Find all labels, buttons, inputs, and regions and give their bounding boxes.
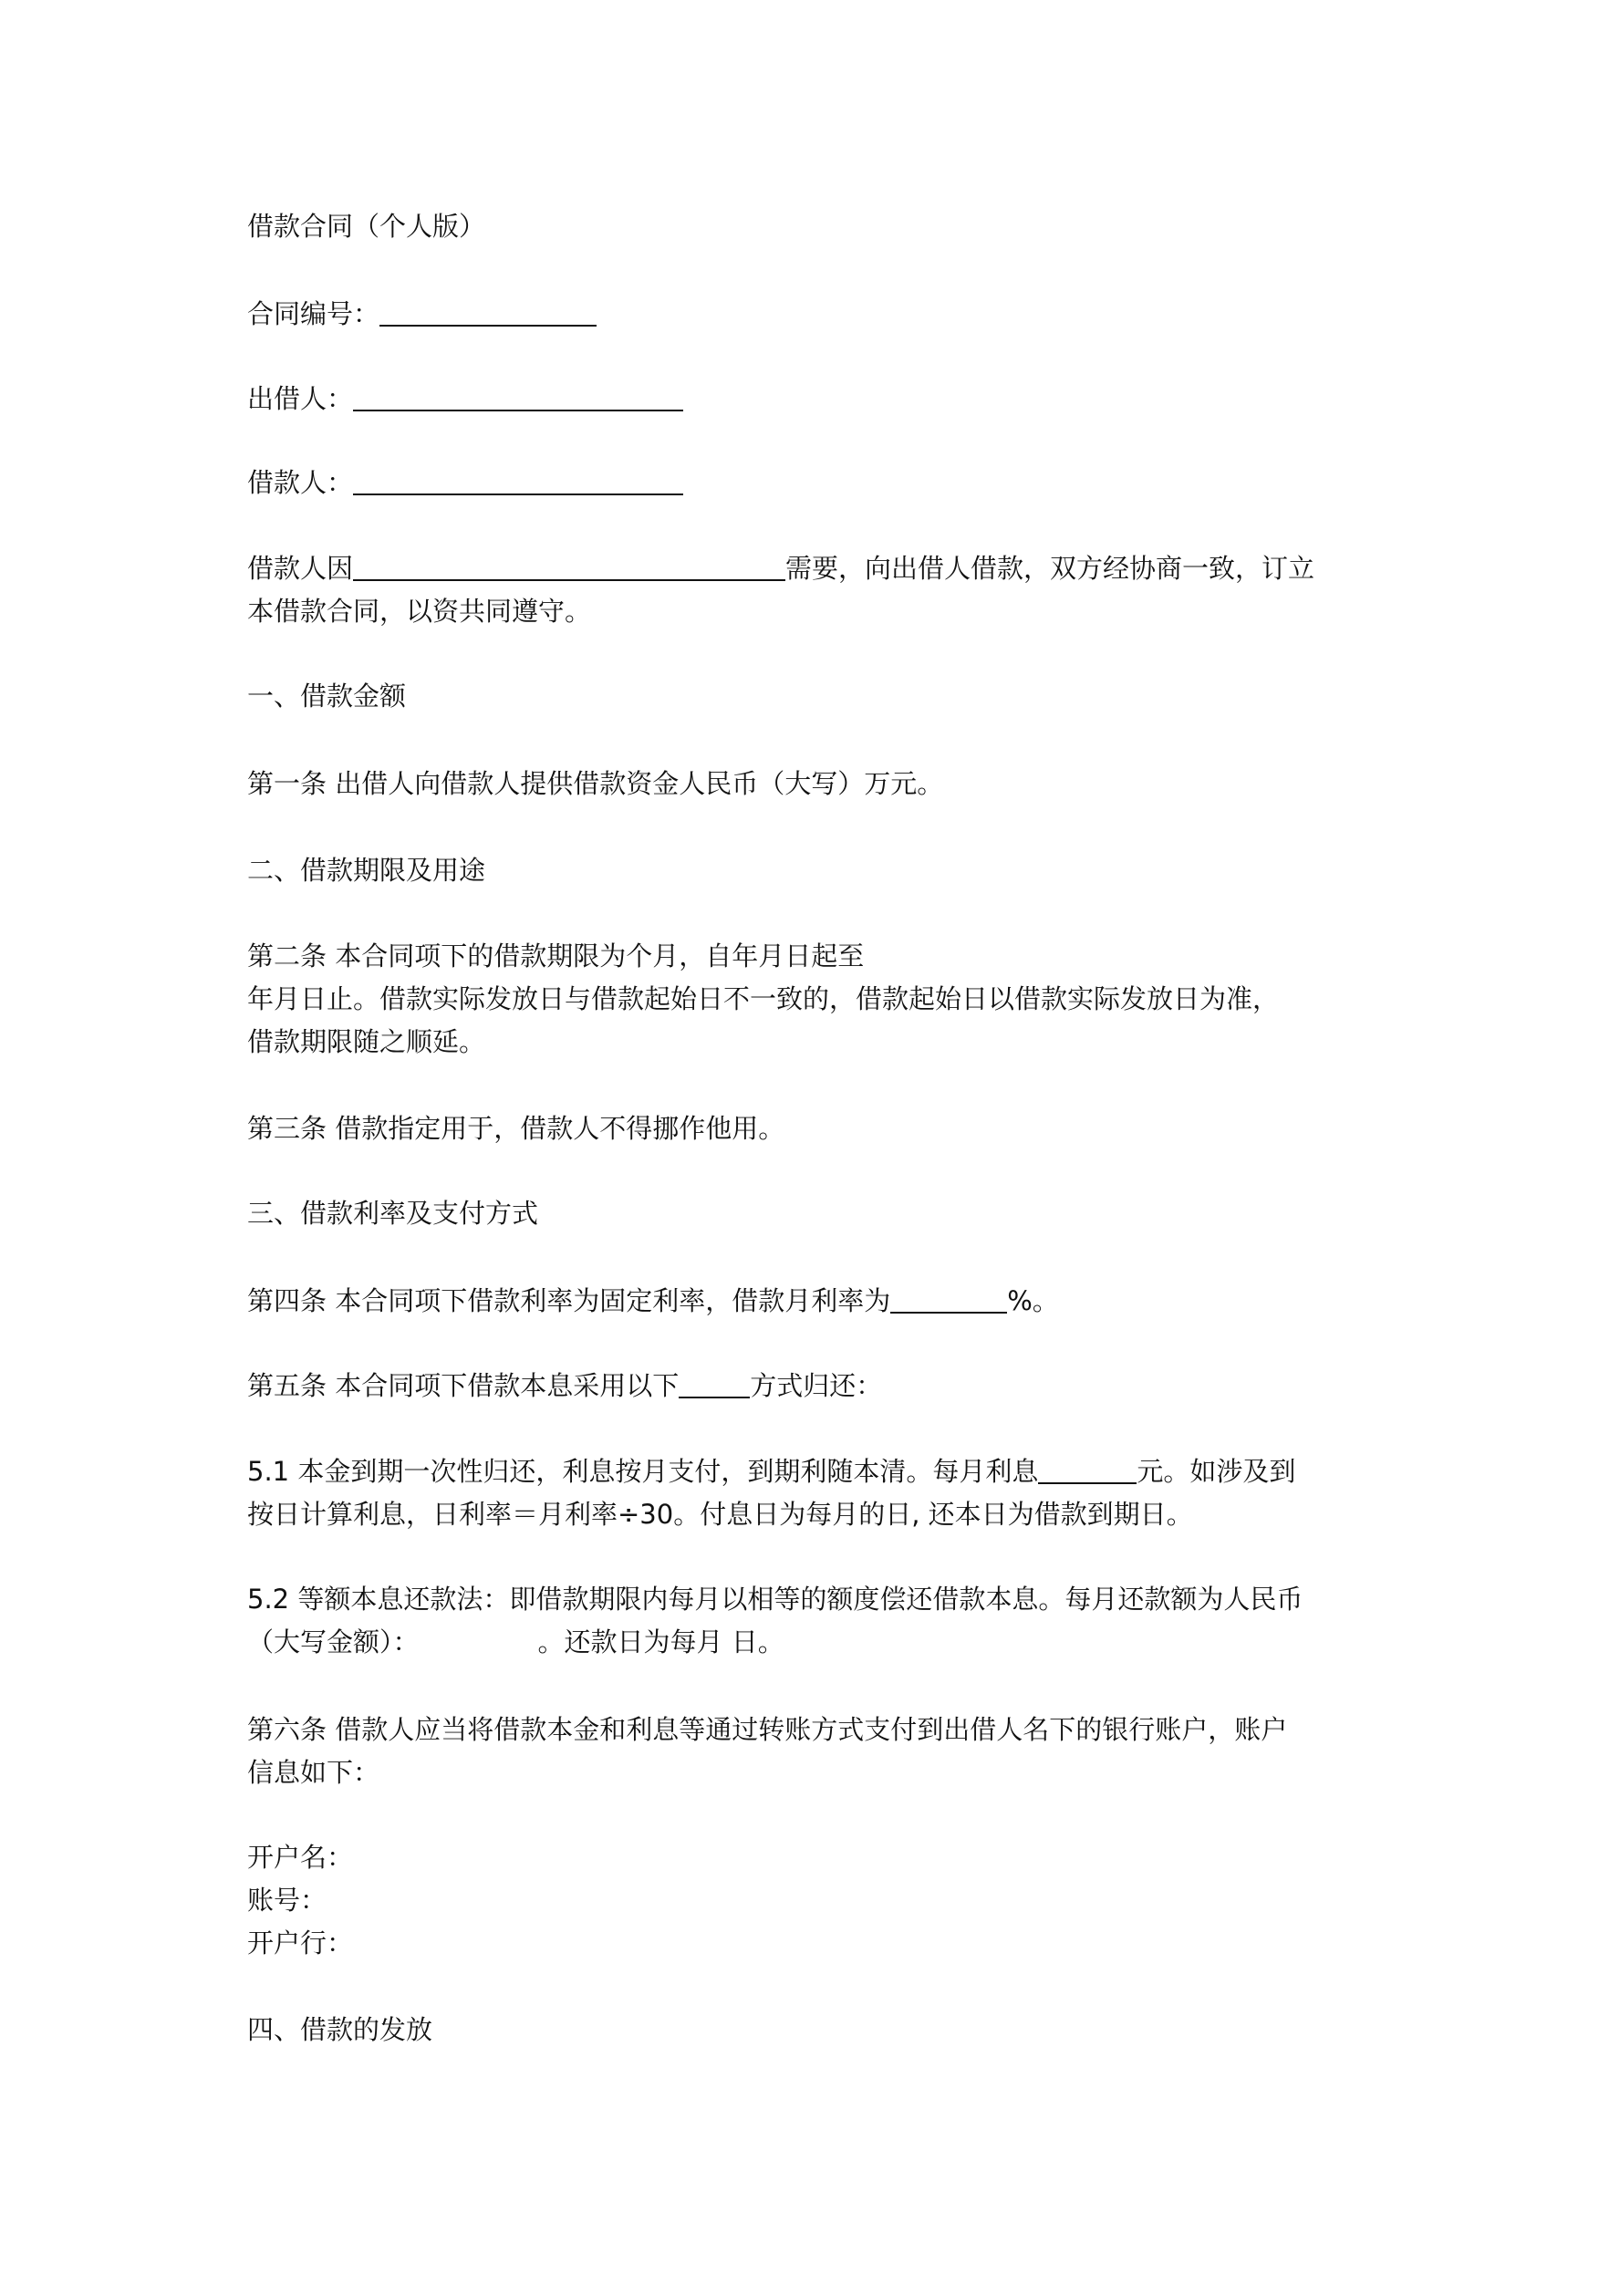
section-heading-3: 三、借款利率及支付方式 (247, 1198, 539, 1229)
article-2-line-3: 借款期限随之顺延。 (247, 1026, 486, 1057)
article-6-line-2: 信息如下： (247, 1757, 380, 1788)
preamble-text-b: 需要，向出借人借款，双方经协商一致，订立 (785, 553, 1315, 584)
title-text: 借款合同（个人版） (247, 211, 486, 242)
article-6 (247, 1709, 1287, 1794)
article-5 (247, 1365, 882, 1408)
article-2 (247, 935, 1279, 1064)
contract-number-field (247, 293, 597, 336)
lender-field (247, 378, 683, 421)
borrower-blank (353, 466, 683, 495)
lender-label: 出借人： (247, 383, 354, 414)
clause-5-2-text-c: 。还款日为每月 日。 (537, 1626, 784, 1657)
borrower-field (247, 462, 683, 504)
clause-5-1-text-b: 元。如涉及到 (1137, 1456, 1296, 1487)
article-3: 第三条 借款指定用于，借款人不得挪作他用。 (247, 1113, 785, 1144)
account-name-label: 开户名： (247, 1842, 354, 1873)
preamble-line-1 (247, 547, 1314, 590)
clause-5-2-text-b: （大写金额）： (247, 1626, 420, 1657)
account-number-label: 账号： (247, 1885, 327, 1916)
article-2-line-2: 年月日止。借款实际发放日与借款起始日不一致的，借款起始日以借款实际发放日为准， (247, 983, 1280, 1014)
section-heading-2: 二、借款期限及用途 (247, 855, 486, 886)
preamble-text-a: 借款人因 (247, 553, 354, 584)
clause-5-1-line-1 (247, 1450, 1295, 1493)
monthly-rate-blank (890, 1284, 1007, 1314)
preamble (247, 547, 1314, 633)
contract-number-label: 合同编号： (247, 298, 380, 329)
clause-5-2-line-1: 5.2 等额本息还款法：即借款期限内每月以相等的额度偿还借款本息。每月还款额为人民币 (247, 1584, 1303, 1615)
article-4-text: 第四条 本合同项下借款利率为固定利率，借款月利率为 (247, 1285, 891, 1316)
account-info (247, 1836, 353, 1965)
repayment-method-blank (679, 1369, 750, 1398)
clause-5-1-line-2: 按日计算利息，日利率＝月利率÷30。付息日为每月的日, 还本日为借款到期日。 (247, 1499, 1193, 1530)
clause-5-1 (247, 1450, 1295, 1536)
section-heading-1: 一、借款金额 (247, 680, 407, 712)
lender-blank (353, 382, 683, 411)
contract-number-blank (379, 297, 597, 327)
article-5-suffix: 方式归还： (750, 1370, 883, 1401)
article-4 (247, 1280, 1059, 1323)
clause-5-2-line-2 (247, 1621, 1303, 1664)
monthly-interest-blank (1038, 1455, 1137, 1484)
account-bank-label: 开户行： (247, 1927, 354, 1958)
article-1: 第一条 出借人向借款人提供借款资金人民币（大写）万元。 (247, 768, 944, 799)
section-heading-4: 四、借款的发放 (247, 2014, 433, 2045)
preamble-line-2: 本借款合同，以资共同遵守。 (247, 596, 592, 627)
purpose-blank (353, 552, 785, 581)
article-6-line-1: 第六条 借款人应当将借款本金和利息等通过转账方式支付到出借人名下的银行账户，账户 (247, 1714, 1288, 1745)
clause-5-2 (247, 1578, 1303, 1664)
article-4-suffix: %。 (1007, 1285, 1059, 1316)
clause-5-1-text-a: 5.1 本金到期一次性归还，利息按月支付，到期利随本清。每月利息 (247, 1456, 1039, 1487)
document-title (247, 205, 485, 248)
borrower-label: 借款人： (247, 467, 354, 498)
article-5-text: 第五条 本合同项下借款本息采用以下 (247, 1370, 680, 1401)
article-2-line-1: 第二条 本合同项下的借款期限为个月，自年月日起至 (247, 940, 865, 971)
